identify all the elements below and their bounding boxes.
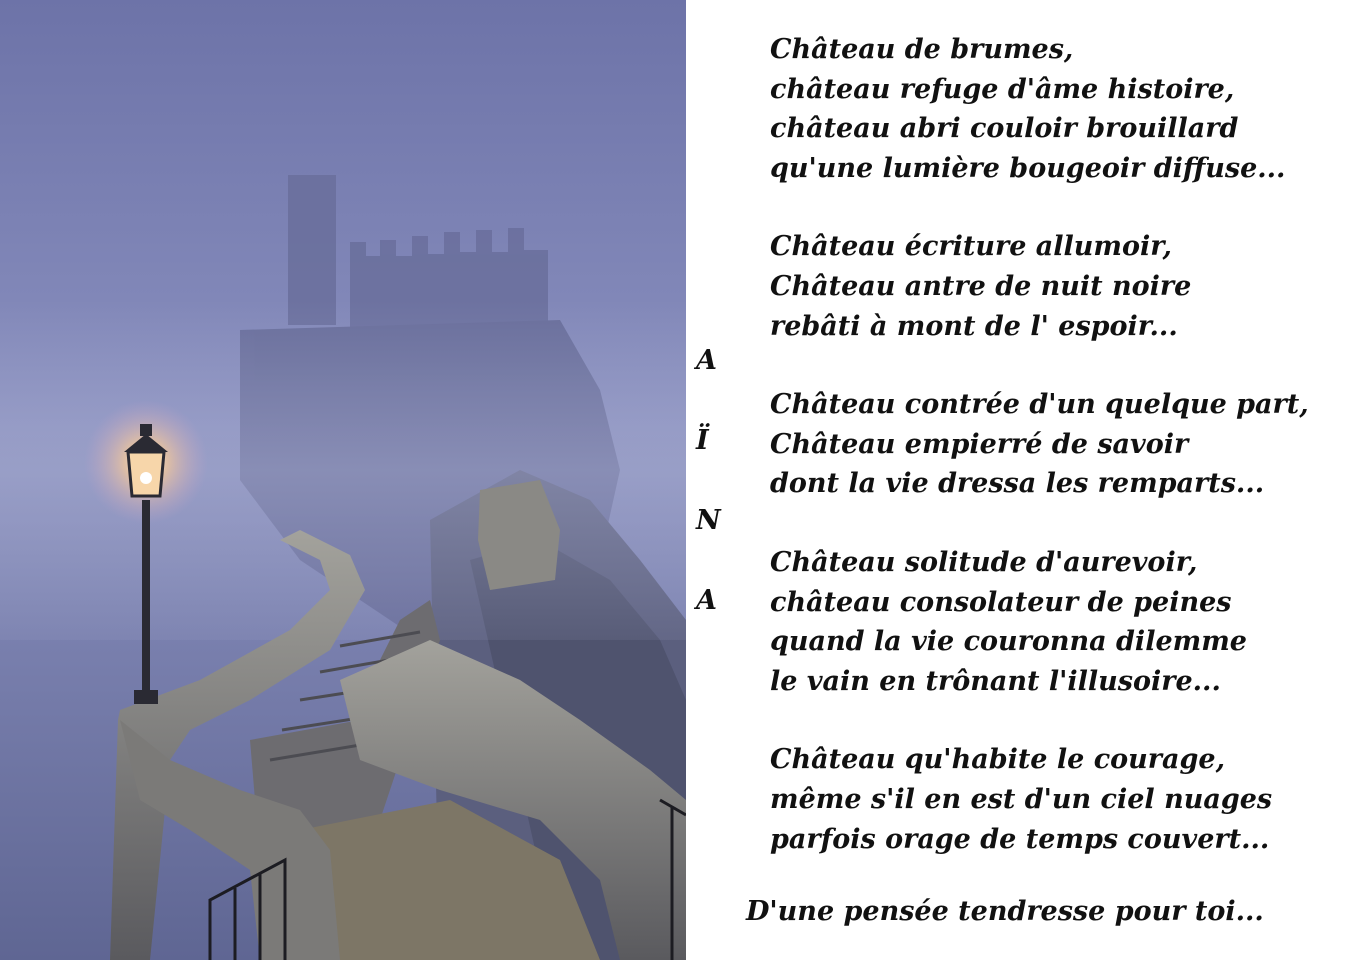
stanza — [770, 740, 1340, 859]
acrostic-letter: A — [696, 585, 717, 616]
poem-line: Château empierré de savoir — [770, 428, 1189, 460]
stanza — [770, 30, 1340, 188]
stanza — [770, 227, 1340, 346]
poem-line: château abri couloir brouillard — [770, 113, 1239, 145]
poem-line: quand la vie couronna dilemme — [770, 626, 1247, 658]
stanza — [770, 543, 1340, 701]
acrostic-letter: N — [696, 505, 721, 536]
poem-line: même s'il en est d'un ciel nuages — [770, 783, 1273, 815]
poem-line: Château solitude d'aurevoir, — [770, 546, 1198, 578]
stanza — [770, 385, 1340, 504]
closing-line: D'une pensée tendresse pour toi... — [746, 896, 1264, 927]
poem-body — [770, 30, 1340, 898]
poem-line: château consolateur de peines — [770, 586, 1232, 618]
acrostic-column — [696, 340, 736, 660]
acrostic-letter: Ï — [696, 425, 709, 456]
poem-line: Château qu'habite le courage, — [770, 744, 1225, 776]
poem-line: Château de brumes, — [770, 34, 1074, 65]
acrostic-letter: A — [696, 345, 717, 376]
poem-line: Château écriture allumoir, — [770, 231, 1172, 263]
poem-line: le vain en trônant l'illusoire... — [770, 665, 1221, 697]
poem-line: Château antre de nuit noire — [770, 270, 1192, 302]
poem-line: château refuge d'âme histoire, — [770, 73, 1235, 105]
poem-line: rebâti à mont de l' espoir... — [770, 310, 1178, 342]
poem-panel — [686, 0, 1348, 960]
poem-line: Château contrée d'un quelque part, — [770, 389, 1309, 421]
poem-line: parfois orage de temps couvert... — [770, 823, 1270, 855]
poem-line: dont la vie dressa les remparts... — [770, 468, 1265, 500]
poem-line: qu'une lumière bougeoir diffuse... — [770, 152, 1286, 184]
